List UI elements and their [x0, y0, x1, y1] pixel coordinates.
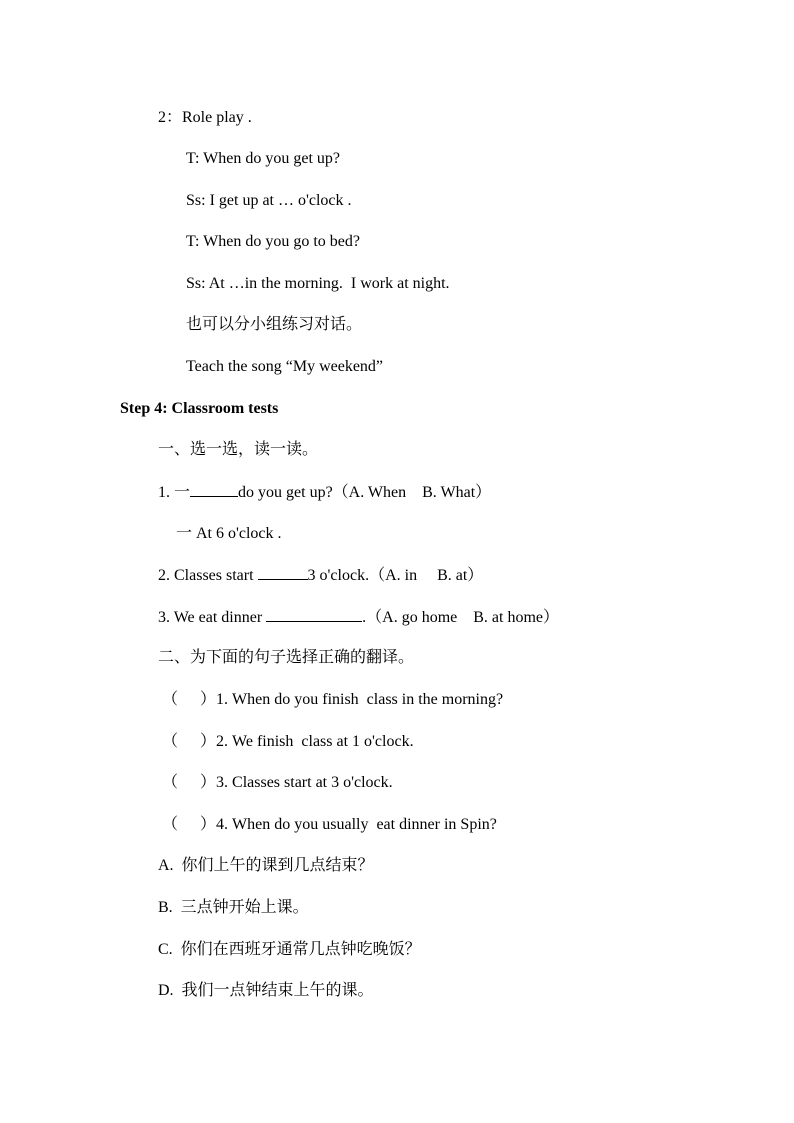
- question-1-prefix: 1. 一: [158, 484, 191, 501]
- paren-close: ）: [200, 816, 217, 833]
- translation-item-text: 4. When do you usually eat dinner in Spin?: [216, 816, 497, 833]
- answer-blank: [190, 482, 238, 497]
- option-d: D. 我们一点钟结束上午的课。: [158, 982, 374, 999]
- paren-close: ）: [200, 774, 217, 791]
- dialogue-line: T: When do you get up?: [186, 150, 340, 167]
- translation-item-text: 1. When do you finish class in the morning?: [216, 691, 504, 708]
- translation-item-text: 3. Classes start at 3 o'clock.: [216, 774, 393, 791]
- translation-item: [162, 732, 414, 752]
- role-play-heading: 2：Role play .: [158, 109, 252, 126]
- part1-title: 一、选一选，读一读。: [158, 441, 319, 458]
- step4-heading: Step 4: Classroom tests: [120, 400, 279, 417]
- question-1-suffix: do you get up?（A. When B. What）: [238, 484, 492, 501]
- question-2-prefix: 2. Classes start: [158, 567, 258, 584]
- option-b: B. 三点钟开始上课。: [158, 899, 309, 916]
- answer-blank: [258, 565, 308, 580]
- dialogue-line: Teach the song “My weekend”: [186, 358, 384, 375]
- question-1: [158, 482, 491, 503]
- paren-open: （: [162, 816, 179, 833]
- answer-blank: [266, 607, 362, 622]
- paren-open: （: [162, 691, 179, 708]
- option-a: A. 你们上午的课到几点结束？: [158, 857, 374, 874]
- translation-item: [162, 815, 497, 835]
- dialogue-line: 也可以分小组练习对话。: [186, 316, 363, 333]
- option-c: C. 你们在西班牙通常几点钟吃晚饭？: [158, 941, 421, 958]
- question-3-suffix: .（A. go home B. at home）: [362, 609, 560, 626]
- question-3: [158, 607, 559, 628]
- translation-item-text: 2. We finish class at 1 o'clock.: [216, 733, 414, 750]
- question-2: [158, 565, 483, 586]
- paren-close: ）: [200, 733, 217, 750]
- dialogue-line: Ss: At …in the morning. I work at night.: [186, 275, 450, 292]
- paren-close: ）: [200, 691, 217, 708]
- question-1-answer: 一 At 6 o'clock .: [176, 525, 282, 542]
- question-2-suffix: 3 o'clock.（A. in B. at）: [307, 567, 484, 584]
- part2-title: 二、为下面的句子选择正确的翻译。: [158, 649, 415, 666]
- paren-open: （: [162, 733, 179, 750]
- paren-open: （: [162, 774, 179, 791]
- translation-item: [162, 773, 393, 793]
- dialogue-line: T: When do you go to bed?: [186, 233, 360, 250]
- dialogue-line: Ss: I get up at … o'clock .: [186, 192, 352, 209]
- translation-item: [162, 690, 503, 710]
- question-3-prefix: 3. We eat dinner: [158, 609, 267, 626]
